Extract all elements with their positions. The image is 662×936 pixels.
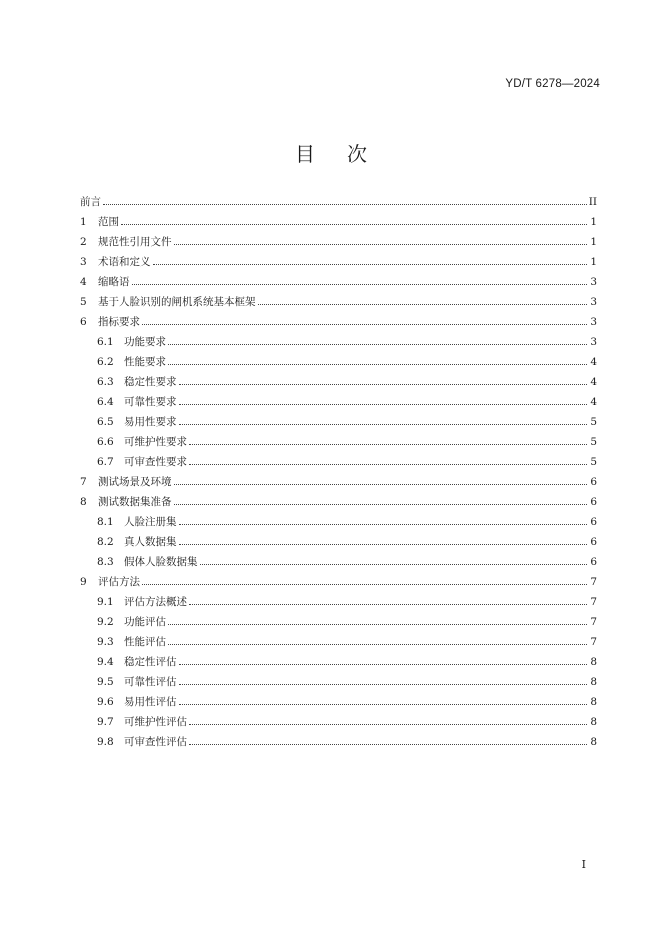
toc-entry-label: 术语和定义 [98, 256, 151, 268]
toc-leader-dots [174, 484, 588, 485]
toc-leader-dots [189, 444, 587, 445]
toc-leader-dots [189, 724, 587, 725]
toc-entry-page: 4 [590, 376, 597, 388]
toc-entry-number: 7 [80, 476, 87, 488]
toc-entry[interactable] [80, 332, 597, 352]
toc-entry-number: 6 [80, 316, 87, 328]
toc-entry-page: 8 [590, 696, 597, 708]
toc-leader-dots [153, 264, 588, 265]
toc-entry[interactable] [80, 612, 597, 632]
toc-entry[interactable] [80, 212, 597, 232]
toc-entry-label: 真人数据集 [124, 536, 177, 548]
toc-entry[interactable] [80, 692, 597, 712]
toc-entry-label: 可审查性评估 [124, 736, 187, 748]
toc-entry-label: 功能要求 [124, 336, 166, 348]
toc-entry-label: 缩略语 [98, 276, 130, 288]
toc-entry-number: 9 [80, 576, 87, 588]
toc-entry-number: 6.7 [97, 456, 114, 468]
toc-leader-dots [179, 404, 588, 405]
toc-leader-dots [168, 364, 587, 365]
toc-entry[interactable] [80, 552, 597, 572]
toc-entry-number: 9.6 [97, 696, 114, 708]
toc-entry-label: 测试场景及环境 [98, 476, 172, 488]
toc-leader-dots [168, 344, 587, 345]
toc-entry-page: 7 [590, 576, 597, 588]
toc-entry[interactable] [80, 392, 597, 412]
toc-entry-page: 6 [590, 476, 597, 488]
toc-entry-page: 1 [590, 256, 597, 268]
toc-leader-dots [179, 384, 588, 385]
toc-leader-dots [189, 464, 587, 465]
toc-entry-page: 4 [590, 356, 597, 368]
toc-entry-label: 前言 [80, 196, 101, 208]
toc-entry[interactable] [80, 452, 597, 472]
toc-entry-page: 6 [590, 536, 597, 548]
toc-entry-page: 4 [590, 396, 597, 408]
toc-entry-page: 8 [590, 716, 597, 728]
toc-entry-number: 8.1 [97, 516, 114, 528]
toc-entry-label: 性能评估 [124, 636, 166, 648]
toc-entry-number: 8.2 [97, 536, 114, 548]
toc-entry-number: 6.6 [97, 436, 114, 448]
toc-entry[interactable] [80, 572, 597, 592]
toc-entry-label: 性能要求 [124, 356, 166, 368]
toc-leader-dots [168, 644, 587, 645]
toc-entry-page: 8 [590, 736, 597, 748]
toc-entry[interactable] [80, 432, 597, 452]
toc-entry-page: 3 [590, 276, 597, 288]
toc-entry-page: 8 [590, 656, 597, 668]
toc-entry[interactable] [80, 372, 597, 392]
toc-entry[interactable] [80, 272, 597, 292]
toc-entry[interactable] [80, 352, 597, 372]
toc-leader-dots [179, 544, 588, 545]
toc-entry[interactable] [80, 492, 597, 512]
toc-entry-number: 6.4 [97, 396, 114, 408]
toc-entry-number: 2 [80, 236, 87, 248]
toc-entry[interactable] [80, 292, 597, 312]
toc-entry-label: 评估方法概述 [124, 596, 187, 608]
toc-leader-dots [258, 304, 588, 305]
toc-entry-page: 5 [590, 456, 597, 468]
toc-entry-number: 6.5 [97, 416, 114, 428]
toc-leader-dots [174, 504, 588, 505]
toc-entry-number: 8.3 [97, 556, 114, 568]
toc-entry-number: 1 [80, 216, 87, 228]
toc-entry-label: 规范性引用文件 [98, 236, 172, 248]
toc-entry[interactable] [80, 592, 597, 612]
toc-entry[interactable] [80, 512, 597, 532]
toc-entry-label: 评估方法 [98, 576, 140, 588]
toc-title: 目次 [295, 142, 399, 166]
toc-entry[interactable] [80, 312, 597, 332]
toc-leader-dots [179, 684, 588, 685]
toc-leader-dots [189, 604, 587, 605]
toc-entry-label: 稳定性要求 [124, 376, 177, 388]
toc-leader-dots [174, 244, 588, 245]
toc-leader-dots [179, 424, 588, 425]
toc-entry[interactable] [80, 632, 597, 652]
toc-leader-dots [132, 284, 588, 285]
toc-entry-page: 3 [590, 296, 597, 308]
toc-entry-page: 3 [590, 316, 597, 328]
toc-entry-number: 4 [80, 276, 87, 288]
toc-entry-page: 3 [590, 336, 597, 348]
toc-entry[interactable] [80, 712, 597, 732]
toc-entry-page: 6 [590, 516, 597, 528]
toc-entry-page: 1 [590, 216, 597, 228]
document-code: YD/T 6278—2024 [505, 78, 600, 90]
toc-entry-page: 7 [590, 616, 597, 628]
toc-entry-page: 1 [590, 236, 597, 248]
toc-leader-dots [179, 524, 588, 525]
toc-leader-dots [179, 704, 588, 705]
toc-entry-label: 可维护性要求 [124, 436, 187, 448]
toc-entry-number: 9.4 [97, 656, 114, 668]
toc-entry-number: 9.3 [97, 636, 114, 648]
toc-entry[interactable] [80, 232, 597, 252]
toc-entry-label: 指标要求 [98, 316, 140, 328]
toc-leader-dots [142, 584, 587, 585]
toc-entry-label: 假体人脸数据集 [124, 556, 198, 568]
toc-entry-page: 8 [590, 676, 597, 688]
toc-entry-page: 5 [590, 436, 597, 448]
toc-entry-number: 9.5 [97, 676, 114, 688]
toc-entry-page: 6 [590, 556, 597, 568]
toc-entry-page: 5 [590, 416, 597, 428]
toc-entry[interactable] [80, 412, 597, 432]
toc-entry-page: 7 [590, 636, 597, 648]
toc-entry[interactable] [80, 472, 597, 492]
toc-entry-label: 易用性评估 [124, 696, 177, 708]
toc-entry-label: 范围 [98, 216, 119, 228]
toc-entry-number: 9.7 [97, 716, 114, 728]
toc-entry-label: 可靠性评估 [124, 676, 177, 688]
toc-entry-number: 9.2 [97, 616, 114, 628]
toc-leader-dots [179, 664, 588, 665]
toc-entry-label: 易用性要求 [124, 416, 177, 428]
toc-entry-number: 6.3 [97, 376, 114, 388]
toc-entry-page: 7 [590, 596, 597, 608]
toc-leader-dots [168, 624, 587, 625]
toc-entry-number: 9.8 [97, 736, 114, 748]
toc-entry-label: 测试数据集准备 [98, 496, 172, 508]
toc-entry-page: 6 [590, 496, 597, 508]
toc-entry-label: 可靠性要求 [124, 396, 177, 408]
toc-entry[interactable] [80, 532, 597, 552]
toc-entry-label: 人脸注册集 [124, 516, 177, 528]
toc-entry-number: 9.1 [97, 596, 114, 608]
toc-entry-number: 6.2 [97, 356, 114, 368]
toc-entry[interactable] [80, 192, 597, 212]
toc-entry[interactable] [80, 732, 597, 752]
toc-entry[interactable] [80, 672, 597, 692]
toc-leader-dots [121, 224, 587, 225]
toc-entry-label: 基于人脸识别的闸机系统基本框架 [98, 296, 256, 308]
toc-entry-label: 功能评估 [124, 616, 166, 628]
toc-entry[interactable] [80, 652, 597, 672]
footer-page-number: I [581, 858, 586, 871]
toc-leader-dots [103, 204, 587, 205]
toc-entry-number: 3 [80, 256, 87, 268]
toc-entry-label: 稳定性评估 [124, 656, 177, 668]
toc-entry-label: 可维护性评估 [124, 716, 187, 728]
toc-entry-number: 6.1 [97, 336, 114, 348]
toc-entry-page: II [588, 196, 597, 208]
toc-entry-label: 可审查性要求 [124, 456, 187, 468]
toc-entry-number: 5 [80, 296, 87, 308]
toc-entry-number: 8 [80, 496, 87, 508]
toc-leader-dots [200, 564, 588, 565]
toc-leader-dots [142, 324, 587, 325]
table-of-contents [80, 192, 597, 752]
toc-entry[interactable] [80, 252, 597, 272]
toc-leader-dots [189, 744, 587, 745]
